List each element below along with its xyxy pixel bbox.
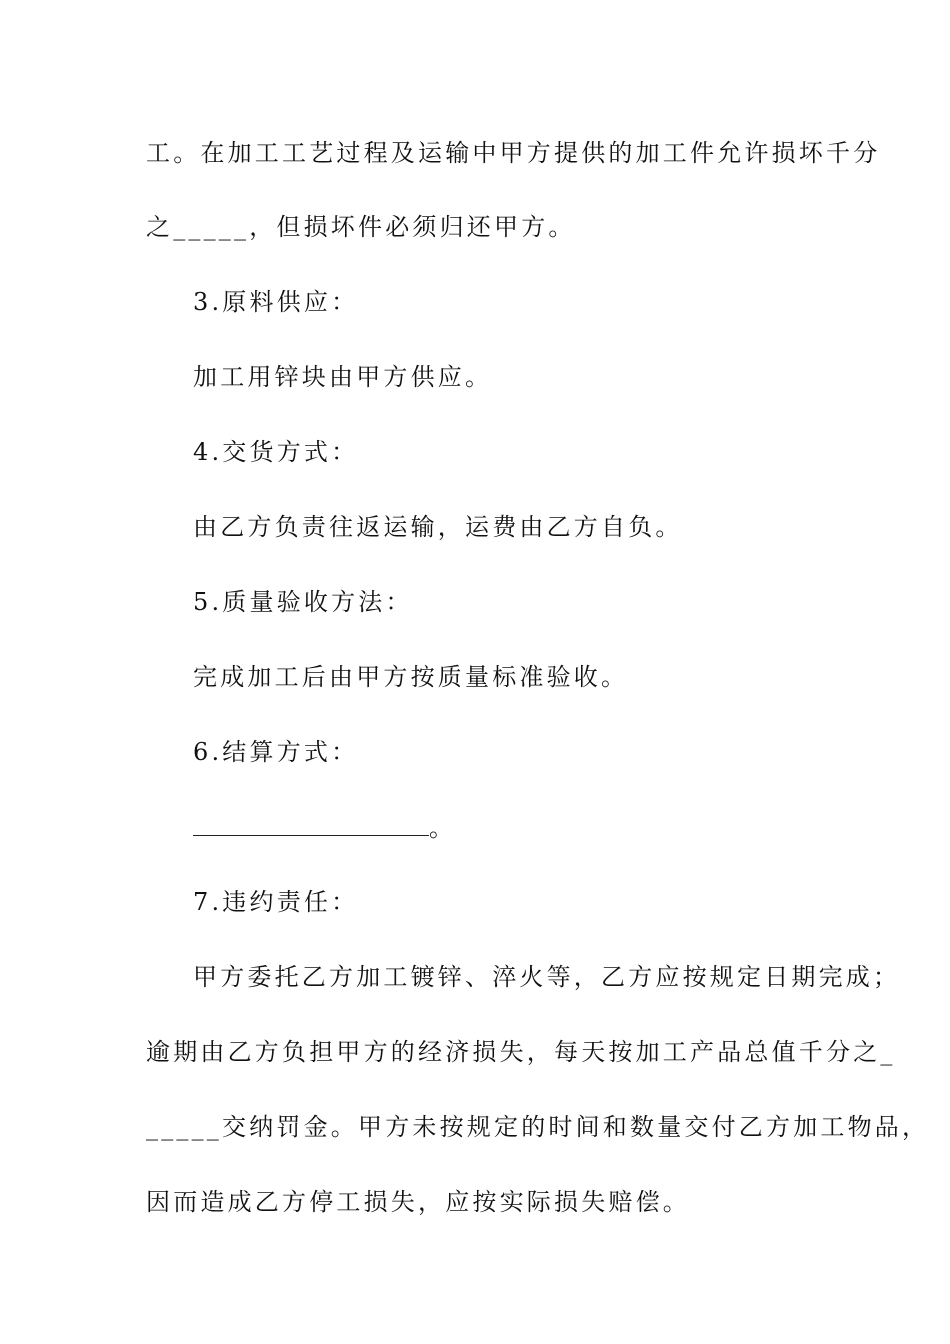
settlement-line-period: 。 bbox=[429, 814, 453, 842]
paragraph-quality-acceptance: 完成加工后由甲方按质量标准验收。 bbox=[193, 663, 629, 691]
paragraph-breach-line-3: _____交纳罚金。甲方未按规定的时间和数量交付乙方加工物品， bbox=[146, 1113, 930, 1141]
paragraph-breach-line-2: 逾期由乙方负担甲方的经济损失，每天按加工产品总值千分之_ bbox=[146, 1038, 896, 1066]
section-heading-quality-acceptance: 5.质量验收方法： bbox=[193, 588, 413, 616]
section-heading-breach-liability: 7.违约责任： bbox=[193, 888, 359, 916]
section-heading-raw-material-supply: 3.原料供应： bbox=[193, 288, 359, 316]
paragraph-line-1: 工。在加工工艺过程及运输中甲方提供的加工件允许损坏千分 bbox=[146, 139, 881, 167]
paragraph-delivery-method: 由乙方负责往返运输，运费由乙方自负。 bbox=[193, 513, 683, 541]
section-heading-settlement-method: 6.结算方式： bbox=[193, 738, 359, 766]
paragraph-raw-material-supply: 加工用锌块由甲方供应。 bbox=[193, 363, 493, 391]
settlement-blank-line bbox=[193, 812, 453, 844]
paragraph-breach-line-1: 甲方委托乙方加工镀锌、淬火等，乙方应按规定日期完成； bbox=[193, 963, 901, 991]
fill-in-blank bbox=[193, 835, 429, 836]
paragraph-breach-line-4: 因而造成乙方停工损失，应按实际损失赔偿。 bbox=[146, 1188, 690, 1216]
section-heading-delivery-method: 4.交货方式： bbox=[193, 438, 359, 466]
paragraph-line-2: 之_____，但损坏件必须归还甲方。 bbox=[146, 213, 576, 241]
